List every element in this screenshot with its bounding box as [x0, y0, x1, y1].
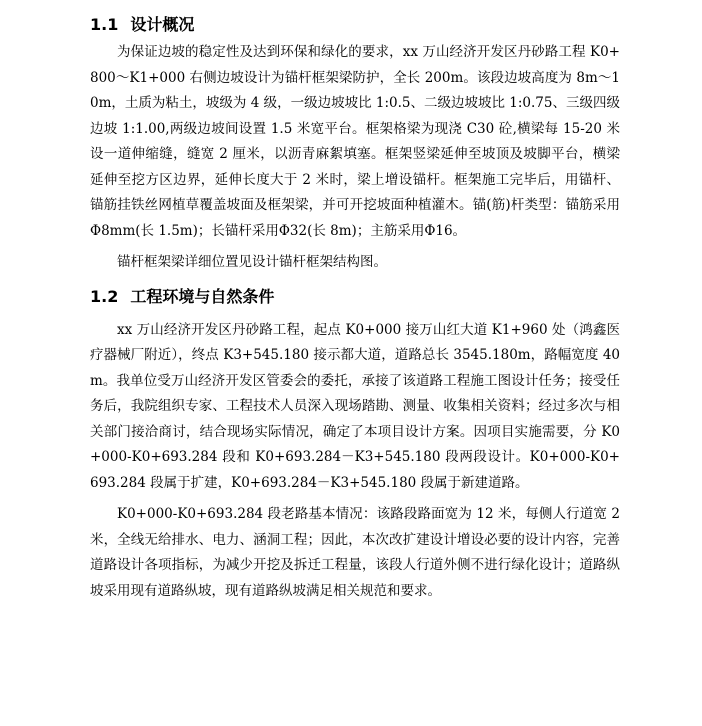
section-title: 工程环境与自然条件: [130, 286, 275, 306]
section-title: 设计概况: [130, 15, 195, 34]
section-heading-1-1: [90, 10, 620, 40]
paragraph-structure-reference: 锚杆框架梁详细位置见设计锚杆框架结构图。: [117, 254, 387, 270]
paragraph-project-environment: xx 万山经济开发区丹砂路工程，起点 K0+000 接万山红大道 K1+960 处（鸿鑫医疗器械厂附近），终点 K3+545.180 接示都大道，道路总长 3545.180m，路幅宽度 40m。我单位受万山经济开发区管委会的委托，承接了该道路工程施工图设计任务；接受任务后，我院组织专家、工程技术人员深入现场踏勘、测量、收集相关资料；经过多次与相关部门接洽商讨，结合现场实际情况，确定了本项目设计方案。因项目实施需要，分 K0+000-K0+693.284 段和 K0+693.284－K3+545.180 段两段设计。K0+000-K0+693.284 段属于扩建，K0+693.284－K3+545.180 段属于新建道路。: [90, 321, 620, 491]
section-heading-1-2: [90, 282, 620, 312]
paragraph-existing-road: K0+000-K0+693.284 段老路基本情况：该路段路面宽为 12 米，每侧人行道宽 2 米，全线无给排水、电力、涵洞工程；因此，本次改扩建设计增设必要的设计内容，完善道路设计各项指标，为减少开挖及拆迁工程量，该段人行道外侧不进行绿化设计；道路纵坡采用现有道路纵坡，现有道路纵坡满足相关规范和要求。: [90, 506, 620, 599]
document-page: [90, 10, 620, 604]
section-number: 1.2: [90, 286, 119, 306]
section-number: 1.1: [90, 15, 119, 34]
paragraph-design-overview: 为保证边坡的稳定性及达到环保和绿化的要求，xx 万山经济开发区丹砂路工程 K0+800～K1+000 右侧边坡设计为锚杆框架梁防护，全长 200m。该段边坡高度为 8m～10m，土质为粘土，坡级为 4 级，一级边坡坡比 1:0.5、二级边坡坡比 1:0.75、三级四级边坡 1:1.00,两级边坡间设置 1.5 米宽平台。框架格梁为现浇 C30 砼,横梁每 15-20 米设一道伸缩缝，缝宽 2 厘米，以沥青麻絮填塞。框架竖梁延伸至坡顶及坡脚平台，横梁延伸至挖方区边界，延伸长度大于 2 米时，梁上增设锚杆。框架施工完毕后，用锚杆、锚筋挂铁丝网植草覆盖坡面及框架梁，并可开挖坡面种植灌木。锚(筋)杆类型：锚筋采用Φ8mm(长 1.5m)；长锚杆采用Φ32(长 8m)；主筋采用Φ16。: [90, 44, 620, 239]
